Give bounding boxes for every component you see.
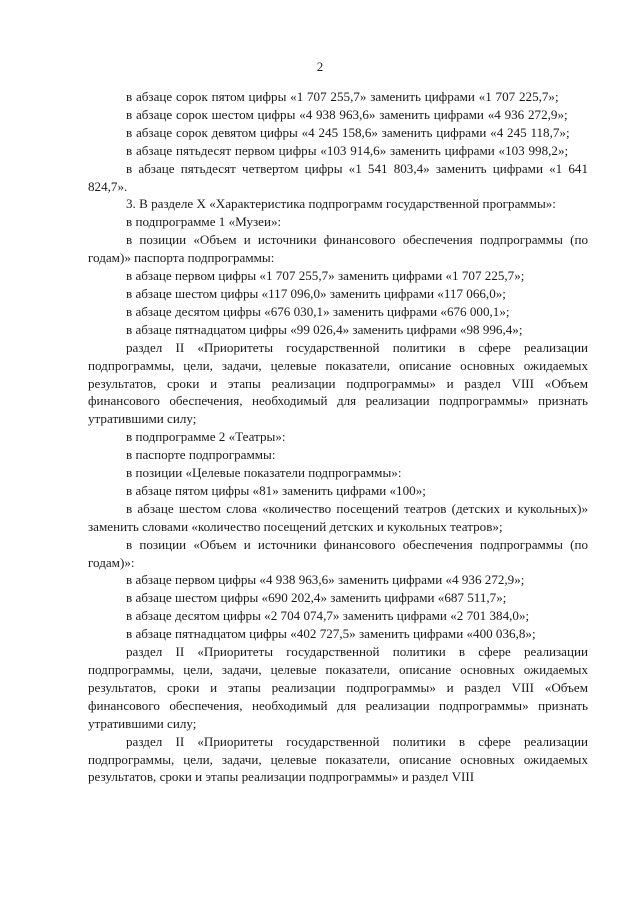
amendment-paragraph: в абзаце пятнадцатом цифры «99 026,4» заменить цифрами «98 996,4»; xyxy=(126,321,523,337)
amendment-paragraph: в абзаце пятьдесят четвертом цифры «1 541 803,4» заменить цифрами «1 641 824,7». xyxy=(88,160,588,194)
document-body xyxy=(88,88,588,786)
amendment-paragraph: в абзаце пятнадцатом цифры «402 727,5» заменить цифрами «400 036,8»; xyxy=(126,626,536,642)
repeal-paragraph: раздел II «Приоритеты государственной политики в сфере реализации подпрограммы, цели, задачи, целевые показатели, описание основных ожидаемых результатов, сроки и этапы реализации подпрограммы» и раздел VIII «Объем финансового обеспечения, необходимый для реализации подпрограммы» признать утратившими силу; xyxy=(88,644,588,731)
amendment-paragraph: в абзаце пятьдесят первом цифры «103 914,6» заменить цифрами «103 998,2»; xyxy=(126,142,569,158)
repeal-paragraph: раздел II «Приоритеты государственной политики в сфере реализации подпрограммы, цели, задачи, целевые показатели, описание основных ожидаемых результатов, сроки и этапы реализации подпрограммы» и раздел VIII «Объем финансового обеспечения, необходимый для реализации подпрограммы» признать утратившими силу; xyxy=(88,339,588,427)
passport-paragraph: в паспорте подпрограммы: xyxy=(126,447,276,463)
page-number: 2 xyxy=(316,59,324,74)
subprogram-paragraph: в подпрограмме 1 «Музеи»: xyxy=(126,214,282,230)
position-paragraph: в позиции «Объем и источники финансового обеспечения подпрограммы (по годам)»: xyxy=(88,536,588,570)
amendment-paragraph: в абзаце шестом слова «количество посещений театров (детских и кукольных)» заменить словами «количество посещений детских и кукольных театров»; xyxy=(88,500,588,534)
repeal-paragraph: раздел II «Приоритеты государственной политики в сфере реализации подпрограммы, цели, задачи, целевые показатели, описание основных ожидаемых результатов, сроки и этапы реализации подпрограммы» и раздел VIII xyxy=(88,733,588,785)
amendment-paragraph: в абзаце шестом цифры «690 202,4» заменить цифрами «687 511,7»; xyxy=(126,590,507,606)
amendment-paragraph: в абзаце десятом цифры «2 704 074,7» заменить цифрами «2 701 384,0»; xyxy=(126,608,530,624)
amendment-paragraph: в абзаце первом цифры «1 707 255,7» заменить цифрами «1 707 225,7»; xyxy=(126,268,525,284)
amendment-paragraph: в абзаце сорок девятом цифры «4 245 158,6» заменить цифрами «4 245 118,7»; xyxy=(126,124,570,140)
amendment-paragraph: в абзаце первом цифры «4 938 963,6» заменить цифрами «4 936 272,9»; xyxy=(126,572,525,588)
amendment-paragraph: в абзаце шестом цифры «117 096,0» заменить цифрами «117 066,0»; xyxy=(126,285,506,301)
position-paragraph: в позиции «Целевые показатели подпрограммы»: xyxy=(126,465,402,481)
amendment-paragraph: в абзаце пятом цифры «81» заменить цифрами «100»; xyxy=(126,482,426,498)
position-paragraph: в позиции «Объем и источники финансового обеспечения подпрограммы (по годам)» паспорта подпрограммы: xyxy=(88,232,588,266)
amendment-paragraph: в абзаце сорок шестом цифры «4 938 963,6» заменить цифрами «4 936 272,9»; xyxy=(126,106,568,122)
subprogram-paragraph: в подпрограмме 2 «Театры»: xyxy=(126,429,286,445)
amendment-paragraph: в абзаце сорок пятом цифры «1 707 255,7» заменить цифрами «1 707 225,7»; xyxy=(126,89,559,104)
section-heading-paragraph: 3. В разделе X «Характеристика подпрограмм государственной программы»: xyxy=(126,196,556,212)
amendment-paragraph: в абзаце десятом цифры «676 030,1» заменить цифрами «676 000,1»; xyxy=(126,303,510,319)
